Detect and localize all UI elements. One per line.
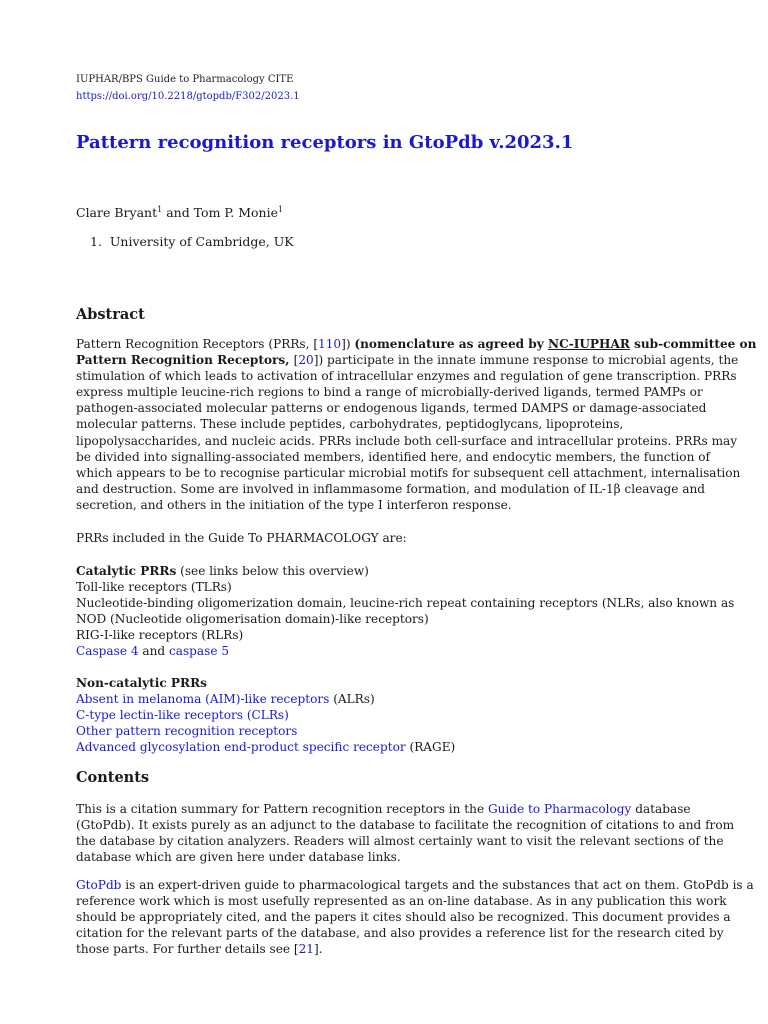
contents-text: database	[631, 802, 691, 816]
abstract-text: secretion, and others in the initiation of the type I interferon response.	[76, 497, 512, 512]
other-prr-link[interactable]: Other pattern recognition receptors	[76, 724, 298, 739]
affiliation-marker: 1	[278, 204, 284, 214]
nc-iuphar-link[interactable]: NC-IUPHAR	[548, 337, 630, 351]
gtopdb-text: should be appropriately cited, and the papers it cites should also be recognized. This document provides a	[76, 910, 731, 925]
gtopdb-paragraph	[76, 877, 754, 957]
reference-link[interactable]: 20	[298, 353, 314, 368]
alr-link[interactable]: Absent in melanoma (AIM)-like receptors	[76, 692, 330, 707]
author-name: Tom P. Monie	[193, 205, 278, 220]
abstract-text: and destruction. Some are involved in inflammasome formation, and modulation of IL-1β cleavage and	[76, 481, 706, 496]
cite-header: IUPHAR/BPS Guide to Pharmacology CITE	[76, 74, 294, 85]
rage-link[interactable]: Advanced glycosylation end-product specific receptor	[76, 740, 406, 755]
gtopdb-text: reference work which is most usefully represented as an on-line database. As in any publication this work	[76, 894, 727, 909]
gtopdb-text: those parts. For further details see [	[76, 942, 299, 957]
nomenclature-note: Pattern Recognition Receptors,	[76, 353, 294, 368]
rage-abbrev: (RAGE)	[405, 740, 456, 755]
reference-link[interactable]: 21	[298, 942, 314, 957]
abstract-heading: Abstract	[76, 306, 145, 323]
abstract-text: stimulation of which leads to activation of intracellular enzymes and regulation of gene transcription. PRRs	[76, 369, 737, 384]
affiliation-number: 1.	[90, 234, 102, 249]
catalytic-heading: Catalytic PRRs	[76, 564, 177, 578]
doi-link[interactable]: https://doi.org/10.2218/gtopdb/F302/2023.1	[76, 91, 300, 102]
abstract-text: which appears to be to recognise particular microbial motifs for subsequent cell attachment, internalisation	[76, 465, 741, 480]
abstract-text: ]) participate in the innate immune response to microbial agents, the	[313, 353, 739, 368]
list-item: RIG-I-like receptors (RLRs)	[76, 628, 244, 643]
author-list	[76, 205, 283, 220]
abstract-text: [	[293, 353, 299, 368]
affiliation-text: University of Cambridge, UK	[109, 234, 294, 249]
alr-abbrev: (ALRs)	[329, 692, 375, 707]
abstract-text: pathogen-associated molecular patterns or endogenous ligands, termed DAMPS or damage-associated	[76, 401, 707, 416]
contents-text: database which are given here under database links.	[76, 850, 401, 865]
nomenclature-note: sub-committee on	[629, 337, 757, 351]
list-item: NOD (Nucleotide oligomerisation domain)-like receptors)	[76, 612, 429, 627]
abstract-text: ])	[341, 337, 355, 351]
abstract-text: Pattern Recognition Receptors (PRRs, [	[76, 337, 319, 351]
gtopdb-text: ].	[313, 942, 323, 957]
caspase-5-link[interactable]: caspase 5	[168, 644, 230, 659]
contents-heading: Contents	[76, 769, 150, 786]
reference-link[interactable]: 110	[318, 337, 342, 351]
affiliation	[90, 234, 294, 249]
affiliation-marker: 1	[157, 204, 163, 214]
list-item: Toll-like receptors (TLRs)	[76, 580, 232, 595]
catalytic-note: (see links below this overview)	[176, 564, 369, 578]
guide-to-pharmacology-link[interactable]: Guide to Pharmacology	[487, 802, 632, 816]
abstract-text: lipopolysaccharides, and nucleic acids. PRRs include both cell-surface and intracellular proteins. PRRs may	[76, 433, 738, 448]
abstract-text: be divided into signalling-associated members, identified here, and endocytic members, the function of	[76, 449, 710, 464]
author-name: Clare Bryant	[76, 205, 158, 220]
noncatalytic-heading: Non-catalytic PRRs	[76, 676, 207, 690]
abstract-text: express multiple leucine-rich regions to bind a range of microbially-derived ligands, termed PAMPs or	[76, 385, 703, 400]
gtopdb-link[interactable]: GtoPdb	[76, 878, 122, 892]
list-item: Nucleotide-binding oligomerization domain, leucine-rich repeat containing receptors (NLRs, also known as	[76, 596, 735, 611]
page-title: Pattern recognition receptors in GtoPdb v.2023.1	[76, 132, 574, 153]
catalytic-prr-list	[76, 563, 735, 660]
contents-text: This is a citation summary for Pattern recognition receptors in the	[76, 802, 488, 816]
caspase-4-link[interactable]: Caspase 4	[76, 644, 139, 659]
clr-link[interactable]: C-type lectin-like receptors (CLRs)	[76, 708, 289, 723]
list-connector: and	[138, 644, 169, 659]
contents-text: (GtoPdb). It exists purely as an adjunct to the database to facilitate the recognition of citations to and from	[76, 818, 735, 833]
author-separator: and	[162, 205, 194, 220]
contents-text: the database by citation analyzers. Readers will almost certainly want to visit the relevant sections of the	[76, 834, 724, 849]
noncatalytic-prr-list	[76, 675, 694, 755]
abstract-paragraph	[76, 336, 757, 513]
abstract-text: molecular patterns. These include peptides, carbohydrates, peptidoglycans, lipoproteins,	[76, 417, 624, 432]
nomenclature-note: (nomenclature as agreed by	[354, 337, 549, 351]
gtopdb-text: citation for the relevant parts of the database, and also provides a reference list for the research cited by	[76, 926, 724, 941]
gtopdb-text: is an expert-driven guide to pharmacological targets and the substances that act on them. GtoPdb is a	[121, 878, 754, 892]
contents-paragraph	[76, 801, 735, 865]
included-intro: PRRs included in the Guide To PHARMACOLOGY are:	[76, 531, 407, 545]
